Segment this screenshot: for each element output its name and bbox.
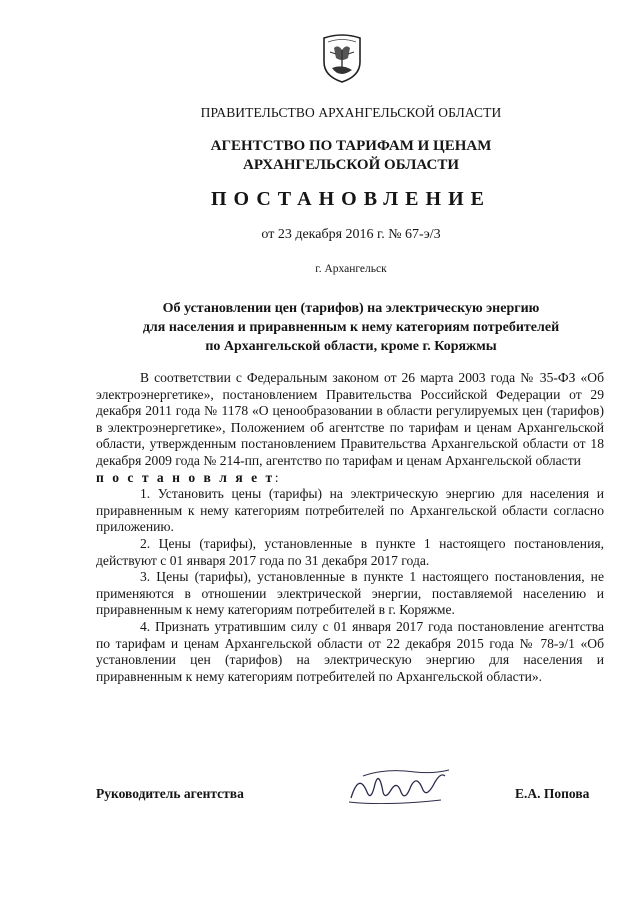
coat-of-arms-icon — [320, 28, 364, 84]
decree-body — [96, 370, 604, 685]
decides-colon: : — [274, 469, 279, 485]
agency-name-line2: АРХАНГЕЛЬСКОЙ ОБЛАСТИ — [243, 157, 459, 173]
signer-name: Е.А. Попова — [515, 786, 590, 801]
subject-line1: Об установлении цен (тарифов) на электрическую энергию — [162, 301, 540, 316]
decree-subject — [96, 299, 606, 356]
document-type-title: ПОСТАНОВЛЕНИЕ — [211, 188, 491, 210]
item-4-paragraph: 4. Признать утратившим силу с 01 января 2017 года постановление агентства по тарифам и ценам Архангельской области от 22 декабря 2015 года № 78-э/1 «Об установлении цен (тарифов) на электрическую энергию для населения и приравненным к нему категориям потребителей по Архангельской области». — [96, 618, 604, 684]
handwritten-signature-icon — [345, 762, 455, 810]
preamble-paragraph — [96, 370, 604, 470]
decree-city: г. Архангельск — [315, 263, 387, 275]
item-2-paragraph: 2. Цены (тарифы), установленные в пункте 1 настоящего постановления, действуют с 01 января 2017 года по 31 декабря 2017 года. — [96, 535, 604, 568]
item-3-paragraph: 3. Цены (тарифы), установленные в пункте 1 настоящего постановления, не применяются в отношении электрической энергии, поставляемой населению и приравненным к нему категориям потребителей в г. Коряжме. — [96, 569, 604, 618]
preamble-text: В соответствии с Федеральным законом от 26 марта 2003 года № 35-ФЗ «Об электроэнергетике», постановлением Правительства Российской Федерации от 29 декабря 2011 года № 1178 «О ценообразовании в области регулируемых цен (тарифов) в электроэнергетике», Положением об агентстве по тарифам и ценам Архангельской области, утвержденным постановлением Правительства Архангельской области от 18 декабря 2009 года № 214-пп, агентство по тарифам и ценам Архангельской области — [96, 370, 604, 468]
decree-date-number: от 23 декабря 2016 г. № 67-э/3 — [261, 227, 441, 242]
government-name: ПРАВИТЕЛЬСТВО АРХАНГЕЛЬСКОЙ ОБЛАСТИ — [200, 105, 502, 120]
head-of-agency-label: Руководитель агентства — [96, 786, 244, 801]
item-1-paragraph: 1. Установить цены (тарифы) на электрическую энергию для населения и приравненным к нему категориям потребителей по Архангельской области согласно приложению. — [96, 486, 604, 535]
decides-word: п о с т а н о в л я е т — [96, 469, 275, 485]
subject-line3: по Архангельской области, кроме г. Коряжмы — [205, 339, 497, 354]
subject-line2: для населения и приравненным к нему категориям потребителей — [142, 320, 560, 335]
agency-name — [96, 137, 606, 175]
agency-name-line1: АГЕНТСТВО ПО ТАРИФАМ И ЦЕНАМ — [210, 138, 492, 154]
decides-line — [96, 470, 604, 487]
